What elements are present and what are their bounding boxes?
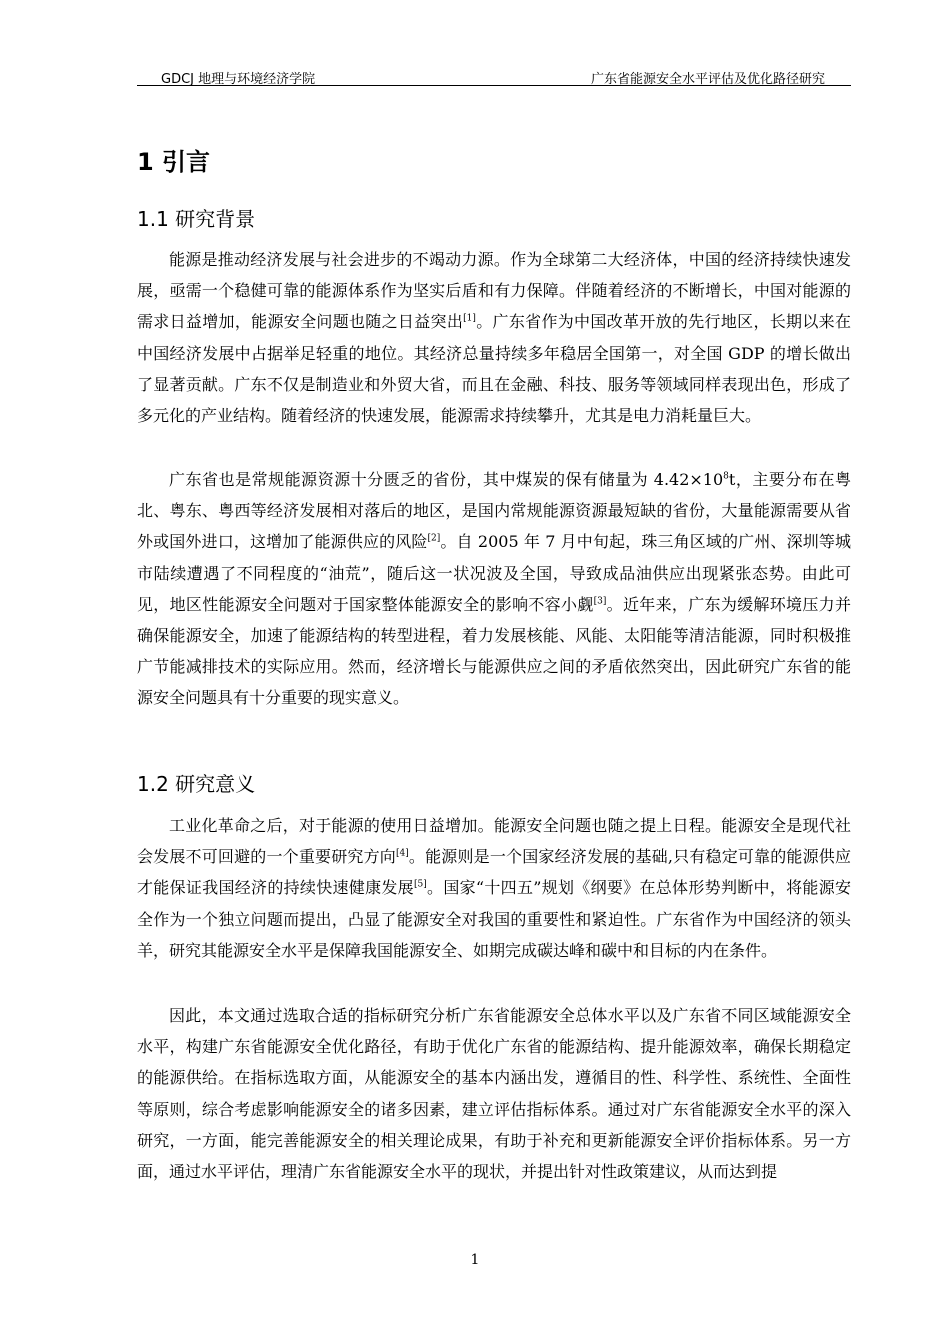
header-thesis-title: 广东省能源安全水平评估及优化路径研究 <box>590 72 825 87</box>
header-school: GDCJ 地理与环境经济学院 <box>161 72 316 87</box>
citation-ref-3[interactable]: [3] <box>593 596 607 607</box>
paragraph-significance-1: 工业化革命之后，对于能源的使用日益增加。能源安全问题也随之提上日程。能源安全是现代社会发展不可回避的一个重要研究方向[4]。能源则是一个国家经济发展的基础,只有稳定可靠的能源供应才能保证我国经济的持续快速健康发展[5]。国家“十四五”规划《纲要》在总体形势判断中，将能源安全作为一个独立问题而提出，凸显了能源安全对我国的重要性和紧迫性。广东省作为中国经济的领头羊，研究其能源安全水平是保障我国能源安全、如期完成碳达峰和碳中和目标的内在条件。 <box>137 816 851 960</box>
exponent: 8 <box>723 471 729 482</box>
page-number: 1 <box>470 1252 480 1268</box>
paragraph-significance-2: 因此，本文通过选取合适的指标研究分析广东省能源安全总体水平以及广东省不同区域能源安全水平，构建广东省能源安全优化路径，有助于优化广东省的能源结构、提升能源效率，确保长期稳定的能源供给。在指标选取方面，从能源安全的基本内涵出发，遵循目的性、科学性、系统性、全面性等原则，综合考虑影响能源安全的诸多因素，建立评估指标体系。通过对广东省能源安全水平的深入研究，一方面，能完善能源安全的相关理论成果，有助于补充和更新能源安全评价指标体系。另一方面，通过水平评估，理清广东省能源安全水平的现状，并提出针对性政策建议，从而达到提 <box>137 1006 851 1182</box>
citation-ref-1[interactable]: [1] <box>463 314 476 325</box>
citation-ref-5[interactable]: [5] <box>413 880 427 891</box>
paragraph-background-2: 广东省也是常规能源资源十分匮乏的省份，其中煤炭的保有储量为 $4.42\times 10^8t$，主要分布在粤北、粤东、粤西等经济发展相对落后的地区，是国内常规能源资源最短缺的省份，大量能源需要从省外或国外进口，这增加了能源供应的风险[2]。自 2005 年 7 月中旬起，珠三角区域的广州、深圳等城市陆续遭遇了不同程度的“油荒”，随后这一状况波及全国，导致成品油供应出现紧张态势。由此可见，地区性能源安全问题对于国家整体能源安全的影响不容小觑[3]。近年来，广东为缓解环境压力并确保能源安全，加速了能源结构的转型进程，着力发展核能、风能、太阳能等清洁能源，同时积极推广节能减排技术的实际应用。然而，经济增长与能源供应之间的矛盾依然突出，因此研究广东省的能源安全问题具有十分重要的现实意义。 <box>137 470 851 708</box>
section-title-significance: 1.2 研究意义 <box>137 772 256 796</box>
section-title-background: 1.1 研究背景 <box>137 207 256 231</box>
page-header <box>137 68 851 86</box>
paragraph-background-1: 能源是推动经济发展与社会进步的不竭动力源。作为全球第二大经济体，中国的经济持续快速发展，亟需一个稳健可靠的能源体系作为坚实后盾和有力保障。伴随着经济的不断增长，中国对能源的需求日益增加，能源安全问题也随之日益突出[1]。广东省作为中国改革开放的先行地区，长期以来在中国经济发展中占据举足轻重的地位。其经济总量持续多年稳居全国第一，对全国 GDP 的增长做出了显著贡献。广东不仅是制造业和外贸大省，而且在金融、科技、服务等领域同样表现出色，形成了多元化的产业结构。随着经济的快速发展，能源需求持续攀升，尤其是电力消耗量巨大。 <box>137 250 851 426</box>
citation-ref-4[interactable]: [4] <box>395 848 409 859</box>
citation-ref-2[interactable]: [2] <box>427 534 441 545</box>
chapter-title: 1 引言 <box>137 148 211 176</box>
